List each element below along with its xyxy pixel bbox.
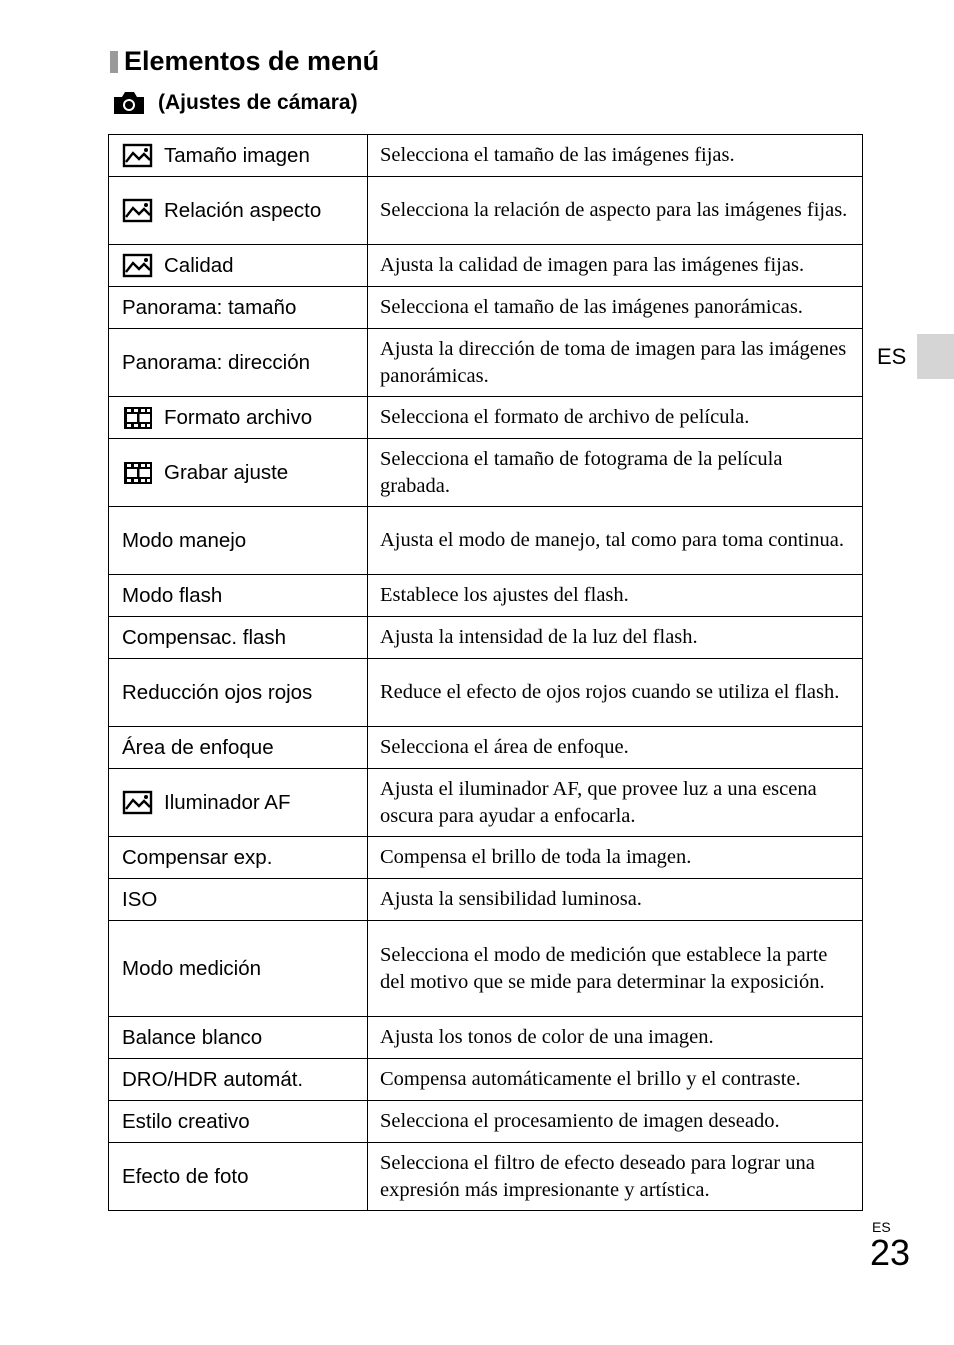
side-tab xyxy=(917,334,954,379)
table-row xyxy=(109,1143,863,1211)
menu-item-name-cell xyxy=(109,1017,368,1059)
table-row xyxy=(109,439,863,507)
still-image-icon xyxy=(122,253,154,279)
menu-item-description: Establece los ajustes del flash. xyxy=(368,575,863,617)
menu-item-description: Selecciona la relación de aspecto para las imágenes fijas. xyxy=(368,177,863,245)
table-row xyxy=(109,879,863,921)
menu-item-description: Ajusta la sensibilidad luminosa. xyxy=(368,879,863,921)
menu-item-description: Selecciona el formato de archivo de película. xyxy=(368,397,863,439)
still-image-icon xyxy=(122,143,154,169)
menu-item-name: Estilo creativo xyxy=(122,1109,250,1133)
menu-item-name: ISO xyxy=(122,887,158,911)
menu-item-name-cell xyxy=(109,1143,368,1211)
menu-item-description: Selecciona el procesamiento de imagen deseado. xyxy=(368,1101,863,1143)
menu-item-name: Iluminador AF xyxy=(164,790,291,814)
menu-item-description: Selecciona el modo de medición que establece la parte del motivo que se mide para determinar la exposición. xyxy=(368,921,863,1017)
menu-item-name: Reducción ojos rojos xyxy=(122,680,313,704)
menu-item-description: Reduce el efecto de ojos rojos cuando se utiliza el flash. xyxy=(368,659,863,727)
menu-item-description: Selecciona el área de enfoque. xyxy=(368,727,863,769)
menu-item-description: Ajusta la dirección de toma de imagen para las imágenes panorámicas. xyxy=(368,329,863,397)
menu-item-name-cell xyxy=(109,921,368,1017)
table-row xyxy=(109,659,863,727)
menu-item-name: Modo manejo xyxy=(122,528,247,552)
table-row xyxy=(109,575,863,617)
table-row xyxy=(109,1101,863,1143)
menu-table xyxy=(108,134,863,1211)
menu-item-name: Relación aspecto xyxy=(164,198,322,222)
table-row xyxy=(109,837,863,879)
table-row xyxy=(109,329,863,397)
table-row xyxy=(109,507,863,575)
table-row xyxy=(109,727,863,769)
menu-item-description: Ajusta la calidad de imagen para las imágenes fijas. xyxy=(368,245,863,287)
section-title: Elementos de menú xyxy=(124,46,380,76)
menu-item-name-cell xyxy=(109,245,368,287)
menu-item-name-cell xyxy=(109,439,368,507)
table-row xyxy=(109,1059,863,1101)
menu-item-name-cell xyxy=(109,837,368,879)
menu-item-name-cell xyxy=(109,879,368,921)
table-row xyxy=(109,617,863,659)
table-row xyxy=(109,769,863,837)
menu-item-name: Área de enfoque xyxy=(122,735,274,759)
menu-item-description: Ajusta el modo de manejo, tal como para toma continua. xyxy=(368,507,863,575)
table-row xyxy=(109,921,863,1017)
menu-item-name-cell xyxy=(109,617,368,659)
menu-item-description: Selecciona el tamaño de fotograma de la película grabada. xyxy=(368,439,863,507)
menu-item-description: Ajusta la intensidad de la luz del flash. xyxy=(368,617,863,659)
menu-item-name: Grabar ajuste xyxy=(164,460,289,484)
table-row xyxy=(109,135,863,177)
table-row xyxy=(109,245,863,287)
table-row xyxy=(109,287,863,329)
menu-item-description: Compensa el brillo de toda la imagen. xyxy=(368,837,863,879)
menu-item-name-cell xyxy=(109,1101,368,1143)
side-language-label: ES xyxy=(877,344,907,369)
menu-item-name: Panorama: dirección xyxy=(122,350,311,374)
menu-item-name: Modo flash xyxy=(122,583,223,607)
subheading xyxy=(112,90,358,116)
table-row xyxy=(109,1017,863,1059)
menu-item-description: Ajusta los tonos de color de una imagen. xyxy=(368,1017,863,1059)
menu-item-description: Selecciona el tamaño de las imágenes fijas. xyxy=(368,135,863,177)
heading-marker xyxy=(110,51,118,73)
page-number: 23 xyxy=(870,1232,911,1273)
movie-icon xyxy=(122,405,154,431)
still-image-icon xyxy=(122,198,154,224)
menu-item-name-cell xyxy=(109,397,368,439)
menu-item-name-cell xyxy=(109,135,368,177)
table-row xyxy=(109,397,863,439)
menu-item-description: Selecciona el filtro de efecto deseado para lograr una expresión más impresionante y artística. xyxy=(368,1143,863,1211)
menu-item-description: Selecciona el tamaño de las imágenes panorámicas. xyxy=(368,287,863,329)
menu-item-name-cell xyxy=(109,1059,368,1101)
menu-item-name-cell xyxy=(109,659,368,727)
table-row xyxy=(109,177,863,245)
menu-item-name: Compensac. flash xyxy=(122,625,287,649)
menu-item-name: DRO/HDR automát. xyxy=(122,1067,304,1091)
movie-icon xyxy=(122,460,154,486)
menu-item-name: Formato archivo xyxy=(164,405,313,429)
menu-item-name: Calidad xyxy=(164,253,234,277)
menu-item-description: Compensa automáticamente el brillo y el contraste. xyxy=(368,1059,863,1101)
menu-item-name-cell xyxy=(109,507,368,575)
menu-item-name-cell xyxy=(109,575,368,617)
section-heading xyxy=(110,46,379,77)
menu-item-name-cell xyxy=(109,769,368,837)
menu-item-name-cell xyxy=(109,727,368,769)
menu-item-name-cell xyxy=(109,177,368,245)
camera-icon xyxy=(112,90,146,116)
footer-language: ES xyxy=(872,1219,891,1235)
menu-item-description: Ajusta el iluminador AF, que provee luz a una escena oscura para ayudar a enfocarla. xyxy=(368,769,863,837)
menu-item-name: Efecto de foto xyxy=(122,1164,249,1188)
menu-item-name: Balance blanco xyxy=(122,1025,263,1049)
menu-item-name-cell xyxy=(109,287,368,329)
menu-item-name: Modo medición xyxy=(122,956,262,980)
subheading-text: (Ajustes de cámara) xyxy=(158,91,358,114)
menu-item-name: Panorama: tamaño xyxy=(122,295,297,319)
menu-item-name: Compensar exp. xyxy=(122,845,273,869)
menu-item-name: Tamaño imagen xyxy=(164,143,310,167)
menu-item-name-cell xyxy=(109,329,368,397)
still-image-icon xyxy=(122,790,154,816)
